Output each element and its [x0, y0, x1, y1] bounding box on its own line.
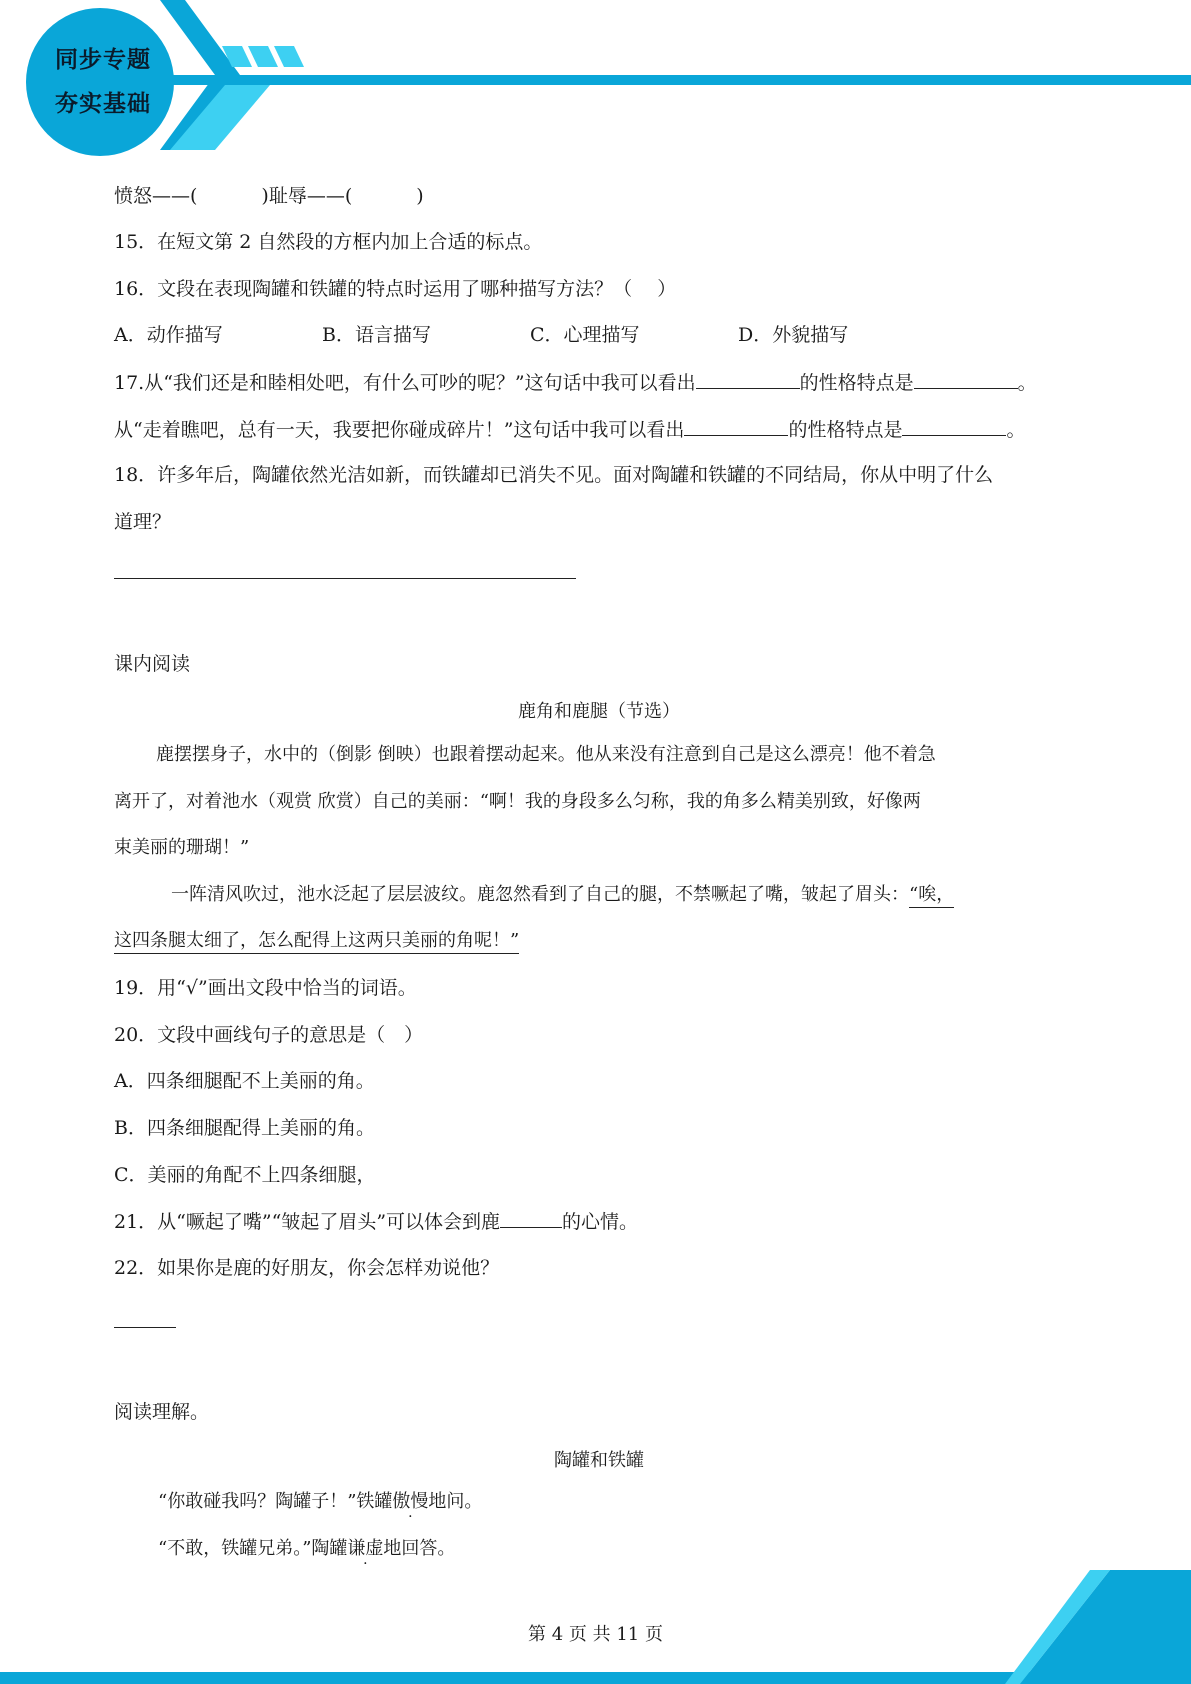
- l1-text-c: 地问。: [428, 1491, 483, 1512]
- question-15: 15．在短文第 2 自然段的方框内加上合适的标点。: [114, 231, 543, 253]
- emphasis-word: 傲慢: [392, 1491, 429, 1512]
- question-22: 22．如果你是鹿的好朋友，你会怎样劝说他？: [114, 1257, 500, 1279]
- question-17a: [114, 370, 1037, 395]
- q21-text-2: 的心情。: [562, 1211, 639, 1233]
- l2-text-a: “不敢，铁罐兄弟。”陶罐: [158, 1538, 348, 1559]
- option-d: D．外貌描写: [738, 324, 849, 346]
- answer-blank[interactable]: [500, 1209, 562, 1228]
- q17a-text-3: 。: [1017, 372, 1037, 394]
- passage-p2-line1: [171, 883, 954, 907]
- option-a: A．动作描写: [114, 324, 223, 346]
- p2-text: 一阵清风吹过，池水泛起了层层波纹。鹿忽然看到了自己的腿，不禁噘起了嘴，皱起了眉头：: [171, 884, 909, 905]
- answer-blank[interactable]: [684, 417, 788, 436]
- passage-jars-line1: [158, 1490, 482, 1514]
- section-heading-in-class: 课内阅读: [114, 653, 191, 675]
- question-16: 16．文段在表现陶罐和铁罐的特点时运用了哪种描写方法？（ ）: [114, 278, 677, 300]
- answer-line-18[interactable]: [114, 578, 576, 579]
- passage-title-jars: 陶罐和铁罐: [554, 1450, 644, 1471]
- question-18-line-2: 道理？: [114, 511, 172, 533]
- emphasis-word: 谦虚: [347, 1538, 384, 1559]
- option-c: C．心理描写: [530, 324, 640, 346]
- l1-text-a: “你敢碰我吗？陶罐子！”铁罐: [158, 1491, 393, 1512]
- header-banner: [0, 0, 1191, 160]
- answer-blank[interactable]: [914, 370, 1018, 389]
- passage-p2-line2: [114, 929, 519, 953]
- header-badge: [28, 12, 178, 152]
- question-16-options: [114, 323, 848, 347]
- q20-option-c: C．美丽的角配不上四条细腿，: [114, 1164, 376, 1186]
- q17a-text-1: 17.从“我们还是和睦相处吧，有什么可吵的呢？”这句话中我可以看出: [114, 372, 696, 394]
- q20-option-a: A．四条细腿配不上美丽的角。: [114, 1070, 375, 1092]
- q17b-text-3: 。: [1006, 419, 1026, 441]
- q20-option-b: B．四条细腿配得上美丽的角。: [114, 1117, 375, 1139]
- underlined-sentence-start: “唉，: [909, 884, 954, 908]
- badge-line-1: 同步专题: [55, 47, 151, 73]
- answer-blank[interactable]: [696, 370, 800, 389]
- passage-jars-line2: [158, 1537, 455, 1561]
- question-17b: [114, 417, 1025, 442]
- passage-p1-line3: 束美丽的珊瑚！”: [114, 837, 250, 858]
- option-b: B．语言描写: [322, 324, 431, 346]
- q17b-text-2: 的性格特点是: [788, 419, 903, 441]
- badge-line-2: 夯实基础: [55, 91, 151, 117]
- question-18-line-1: 18．许多年后，陶罐依然光洁如新，而铁罐却已消失不见。面对陶罐和铁罐的不同结局，你从中明了什么: [114, 464, 994, 486]
- q17a-text-2: 的性格特点是: [799, 372, 914, 394]
- page-number: 第 4 页 共 11 页: [528, 1624, 663, 1645]
- synonym-line: [114, 184, 424, 208]
- anger-text: 愤怒——(: [114, 185, 198, 207]
- passage-p1-line2: 离开了，对着池水（观赏 欣赏）自己的美丽：“啊！我的身段多么匀称，我的角多么精美别致，好像两: [114, 791, 921, 812]
- l2-text-c: 地回答。: [383, 1538, 456, 1559]
- shame-text: )耻辱——(: [261, 185, 353, 207]
- question-20: 20．文段中画线句子的意思是（ ）: [114, 1024, 424, 1046]
- passage-p1-line1: 鹿摆摆身子，水中的（倒影 倒映）也跟着摆动起来。他从来没有注意到自己是这么漂亮！他不着急: [156, 744, 936, 765]
- section-heading-reading: 阅读理解。: [114, 1401, 210, 1423]
- answer-blank[interactable]: [902, 417, 1006, 436]
- q17b-text-1: 从“走着瞧吧，总有一天，我要把你碰成碎片！”这句话中我可以看出: [114, 419, 685, 441]
- question-21: [114, 1209, 638, 1234]
- passage-title-deer: 鹿角和鹿腿（节选）: [518, 701, 680, 722]
- close-paren: ): [416, 185, 424, 207]
- answer-line-22[interactable]: [114, 1327, 176, 1328]
- underlined-sentence-end: 这四条腿太细了，怎么配得上这两只美丽的角呢！”: [114, 930, 519, 954]
- question-19: 19．用“√”画出文段中恰当的词语。: [114, 977, 417, 999]
- q21-text-1: 21．从“噘起了嘴”“皱起了眉头”可以体会到鹿: [114, 1211, 501, 1233]
